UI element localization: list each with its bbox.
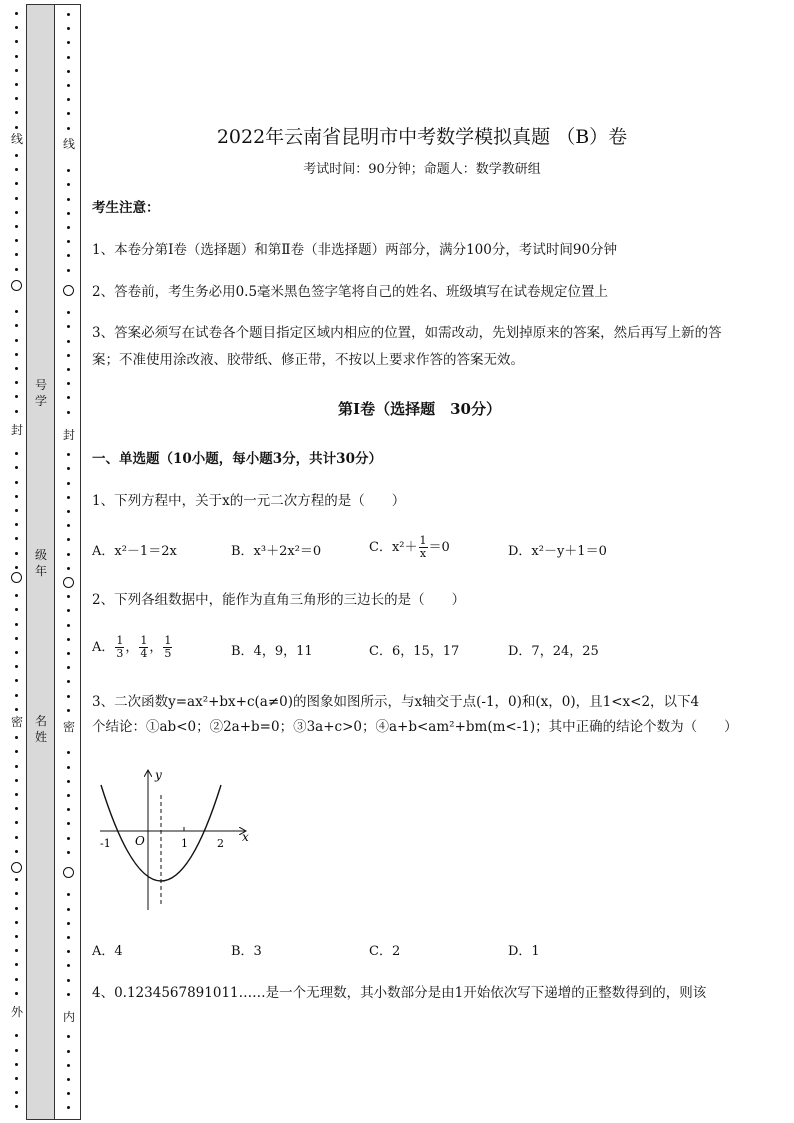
binding-dot — [15, 921, 18, 924]
binding-dot — [67, 453, 70, 456]
question-3-stem-line1: 3、二次函数y=ax²+bx+c(a≠0)的图象如图所示，与x轴交于点(-1，0)和(x，0)，且1<x<2，以下4 — [92, 694, 700, 710]
binding-dot — [15, 892, 18, 895]
binding-dot — [15, 878, 18, 881]
binding-dot — [67, 198, 70, 201]
binding-dot — [15, 197, 18, 200]
y-axis-label: y — [155, 768, 162, 782]
page-title: 2022年云南省昆明市中考数学模拟真题 （B）卷 — [216, 126, 628, 148]
notice-heading: 考生注意： — [92, 200, 160, 216]
binding-dot — [67, 595, 70, 598]
binding-dot — [67, 254, 70, 257]
binding-dot — [67, 98, 70, 101]
binding-dot — [15, 253, 18, 256]
binding-circle-icon — [11, 862, 22, 873]
binding-dot — [67, 1106, 70, 1109]
binding-dot — [67, 695, 70, 698]
binding-dot — [67, 780, 70, 783]
binding-dot — [67, 766, 70, 769]
origin-label: O — [135, 834, 145, 848]
notice-item-1: 1、本卷分第I卷（选择题）和第Ⅱ卷（非选择题）两部分，满分100分，考试时间90分钟 — [92, 242, 618, 258]
binding-mark: 封 — [10, 423, 23, 437]
binding-circle-icon — [11, 280, 22, 291]
binding-dot — [67, 354, 70, 357]
part-heading: 一、单选题（10小题，每小题3分，共计30分） — [92, 451, 382, 467]
binding-dot — [15, 268, 18, 271]
q1-option-b: B．x³＋2x²＝0 — [231, 544, 322, 559]
binding-dot — [67, 652, 70, 655]
binding-dot — [15, 410, 18, 413]
q3-option-a: A．4 — [92, 944, 123, 959]
q1-c-fraction — [419, 535, 428, 560]
binding-mark: 内 — [62, 1010, 75, 1024]
binding-dot — [67, 936, 70, 939]
tick-label-minus-1: -1 — [100, 837, 111, 850]
binding-dot — [15, 211, 18, 214]
binding-dot — [67, 680, 70, 683]
q3-option-d: D．1 — [508, 944, 540, 959]
binding-dot — [15, 836, 18, 839]
binding-dot — [15, 381, 18, 384]
binding-dot — [15, 992, 18, 995]
q2-a-sep2: ， — [149, 640, 163, 655]
binding-dot — [67, 851, 70, 854]
binding-dot — [15, 69, 18, 72]
binding-dot — [67, 666, 70, 669]
q1-option-d: D．x²－y＋1＝0 — [508, 544, 607, 559]
binding-dot — [67, 482, 70, 485]
q2-a-d1: 3 — [116, 647, 124, 660]
binding-dot — [15, 608, 18, 611]
q2-a-prefix: A． — [92, 640, 115, 655]
binding-mark: 线 — [62, 137, 75, 151]
binding-dot — [15, 40, 18, 43]
question-3-stem-line2: 个结论：①ab<0；②2a+b=0；③3a+c>0；④a+b<am²+bm(m<-1)；其中正确的结论个数为（ ） — [92, 719, 738, 735]
question-4-stem: 4、0.1234567891011……是一个无理数，其小数部分是由1开始依次写下递增的正整数得到的，则该 — [92, 985, 707, 1001]
binding-dot — [67, 112, 70, 115]
binding-dot — [15, 310, 18, 313]
binding-dot — [15, 126, 18, 129]
binding-dot — [67, 212, 70, 215]
notice-item-3: 3、答案必须写在试卷各个题目指定区域内相应的位置，如需改动，先划掉原来的答案，然后再写上新的答案；不准使用涂改液、胶带纸、修正带，不按以上要求作答的答案无效。 — [92, 325, 722, 368]
binding-dot — [67, 624, 70, 627]
q1-c-den: x — [419, 547, 427, 560]
q2-a-frac3 — [163, 635, 172, 660]
binding-dot — [15, 750, 18, 753]
binding-dot — [67, 1050, 70, 1053]
binding-dot — [67, 41, 70, 44]
binding-dot — [67, 411, 70, 414]
binding-dot — [15, 793, 18, 796]
q2-a-n3: 1 — [164, 634, 172, 647]
binding-dot — [67, 922, 70, 925]
binding-dot — [67, 13, 70, 16]
binding-dot — [15, 1105, 18, 1108]
q2-a-d2: 4 — [140, 647, 148, 660]
parabola-graph — [95, 765, 255, 915]
binding-dot — [15, 552, 18, 555]
binding-dot — [15, 182, 18, 185]
binding-dot — [15, 807, 18, 810]
binding-dot — [67, 27, 70, 30]
binding-dot — [15, 949, 18, 952]
binding-circle-icon — [63, 867, 74, 878]
binding-dot — [67, 553, 70, 556]
binding-dot — [67, 524, 70, 527]
binding-dot — [15, 353, 18, 356]
q1-c-num: 1 — [419, 534, 427, 547]
label-grade: 级年 — [34, 548, 47, 578]
binding-dot — [15, 821, 18, 824]
binding-dot — [67, 226, 70, 229]
binding-dot — [67, 964, 70, 967]
binding-dot — [67, 84, 70, 87]
binding-dot — [67, 70, 70, 73]
binding-dot — [15, 694, 18, 697]
binding-dot — [15, 963, 18, 966]
binding-dot — [67, 993, 70, 996]
binding-dot — [15, 395, 18, 398]
binding-dot — [15, 481, 18, 484]
binding-dot — [15, 97, 18, 100]
binding-mark: 密 — [10, 715, 23, 729]
q2-a-d3: 5 — [164, 647, 172, 660]
binding-dot — [15, 637, 18, 640]
q1-c-prefix: C．x²＋ — [369, 540, 418, 555]
binding-dot — [67, 396, 70, 399]
binding-dot — [67, 382, 70, 385]
q2-a-n2: 1 — [140, 634, 148, 647]
binding-dot — [15, 239, 18, 242]
binding-dot — [67, 340, 70, 343]
binding-circle-icon — [11, 572, 22, 583]
binding-dot — [67, 808, 70, 811]
binding-strip — [26, 4, 81, 1120]
binding-dot — [67, 127, 70, 130]
binding-dot — [15, 537, 18, 540]
binding-dot — [67, 794, 70, 797]
binding-dot — [67, 837, 70, 840]
q1-option-a: A．x²－1＝2x — [92, 544, 177, 559]
binding-dot — [15, 850, 18, 853]
question-1-stem: 1、下列方程中，关于x的一元二次方程的是（ ） — [92, 493, 406, 509]
binding-dot — [15, 779, 18, 782]
binding-dot — [15, 665, 18, 668]
binding-dot — [67, 368, 70, 371]
binding-dot — [15, 495, 18, 498]
inner-dot-column — [62, 1, 76, 1121]
binding-mark: 封 — [62, 428, 75, 442]
notice-item-2: 2、答卷前，考生务必用0.5毫米黑色签字笔将自己的姓名、班级填写在试卷规定位置上 — [92, 284, 609, 300]
binding-circle-icon — [63, 285, 74, 296]
binding-dot — [15, 523, 18, 526]
binding-dot — [67, 467, 70, 470]
binding-dot — [15, 736, 18, 739]
outer-dot-column — [10, 0, 24, 1123]
q2-a-n1: 1 — [116, 634, 124, 647]
q2-option-c: C．6，15，17 — [369, 644, 460, 659]
binding-dot — [15, 1063, 18, 1066]
binding-mark: 外 — [10, 1005, 23, 1019]
binding-dot — [15, 26, 18, 29]
binding-dot — [67, 709, 70, 712]
binding-dot — [67, 1064, 70, 1067]
binding-dot — [15, 566, 18, 569]
binding-dot — [67, 1078, 70, 1081]
binding-dot — [15, 168, 18, 171]
tick-label-2: 2 — [217, 837, 224, 850]
binding-dot — [15, 594, 18, 597]
binding-dot — [67, 1092, 70, 1095]
binding-dot — [15, 935, 18, 938]
binding-dot — [67, 822, 70, 825]
section-title: 第I卷（选择题 30分） — [338, 400, 501, 418]
binding-dot — [67, 609, 70, 612]
binding-dot — [15, 907, 18, 910]
binding-dot — [15, 367, 18, 370]
binding-dot — [67, 169, 70, 172]
question-2-stem: 2、下列各组数据中，能作为直角三角形的三边长的是（ ） — [92, 592, 466, 608]
binding-dot — [67, 311, 70, 314]
binding-dot — [67, 510, 70, 513]
binding-dot — [67, 567, 70, 570]
binding-mark: 密 — [62, 720, 75, 734]
binding-dot — [67, 496, 70, 499]
q2-a-sep1: ， — [125, 640, 139, 655]
q1-c-suffix: ＝0 — [428, 540, 450, 555]
binding-dot — [15, 466, 18, 469]
binding-dot — [67, 240, 70, 243]
binding-dot — [67, 325, 70, 328]
binding-dot — [15, 651, 18, 654]
binding-dot — [15, 1049, 18, 1052]
binding-dot — [15, 12, 18, 15]
q1-option-c — [369, 535, 450, 560]
binding-dot — [15, 509, 18, 512]
binding-dot — [15, 111, 18, 114]
binding-dot — [67, 183, 70, 186]
binding-dot — [15, 978, 18, 981]
binding-dot — [67, 950, 70, 953]
binding-dot — [15, 339, 18, 342]
binding-dot — [67, 893, 70, 896]
binding-dot — [15, 708, 18, 711]
binding-dot — [15, 225, 18, 228]
binding-dot — [15, 452, 18, 455]
binding-dot — [15, 55, 18, 58]
q2-a-frac1 — [115, 635, 124, 660]
binding-dot — [15, 765, 18, 768]
label-name: 名姓 — [34, 714, 47, 744]
binding-mark: 线 — [10, 132, 23, 146]
q3-option-c: C．2 — [369, 944, 401, 959]
q2-option-d: D．7，24，25 — [508, 644, 599, 659]
x-axis-label: x — [242, 830, 249, 844]
binding-dot — [15, 1091, 18, 1094]
q2-a-frac2 — [139, 635, 148, 660]
q3-option-b: B．3 — [231, 944, 262, 959]
q2-option-a — [92, 635, 173, 660]
binding-dot — [67, 538, 70, 541]
binding-dot — [67, 979, 70, 982]
binding-dot — [15, 679, 18, 682]
binding-dot — [67, 908, 70, 911]
binding-dot — [15, 154, 18, 157]
binding-dot — [15, 324, 18, 327]
exam-subtitle: 考试时间：90分钟；命题人：数学教研组 — [303, 162, 541, 177]
q2-option-b: B．4，9，11 — [231, 644, 313, 659]
binding-dot — [15, 1034, 18, 1037]
binding-dot — [67, 1035, 70, 1038]
binding-dot — [15, 623, 18, 626]
label-student-number: 号学 — [34, 378, 47, 408]
binding-dot — [67, 269, 70, 272]
binding-circle-icon — [63, 577, 74, 588]
binding-dot — [67, 751, 70, 754]
binding-dot — [67, 638, 70, 641]
binding-dot — [15, 83, 18, 86]
binding-dot — [67, 56, 70, 59]
tick-label-1: 1 — [181, 837, 188, 850]
binding-dot — [15, 1077, 18, 1080]
